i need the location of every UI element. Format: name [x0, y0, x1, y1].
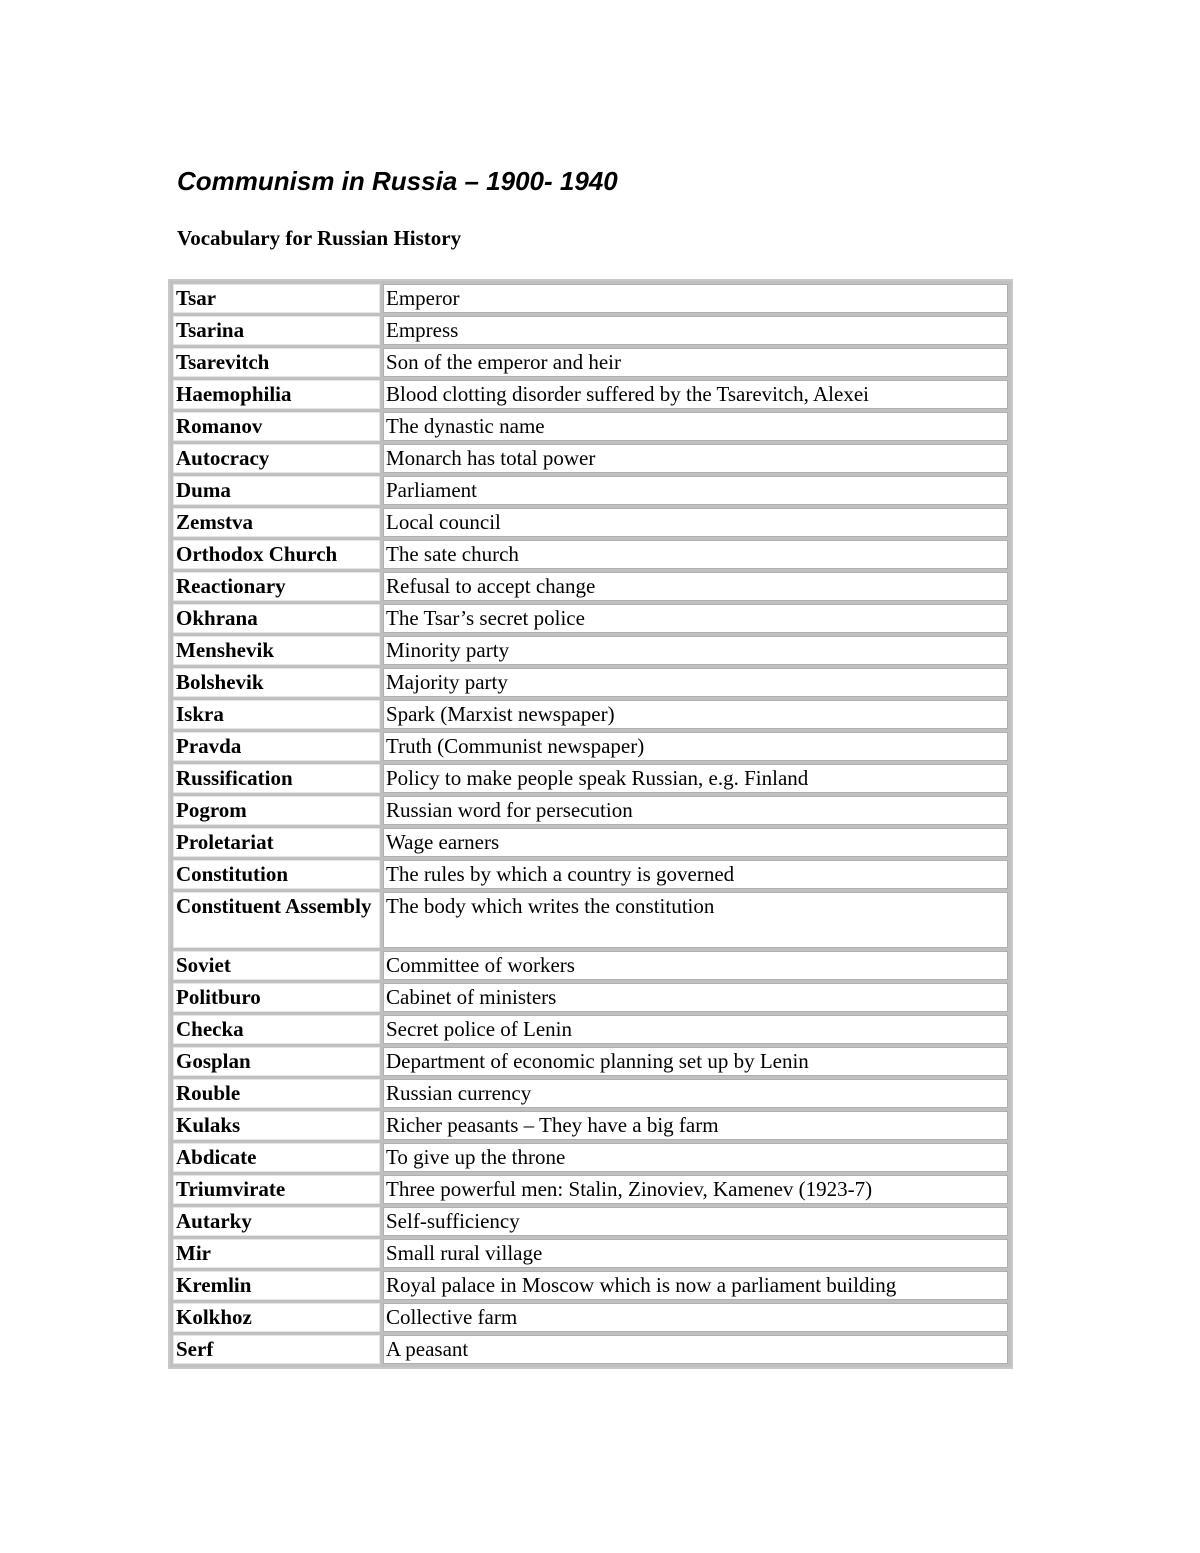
vocabulary-term: Pravda	[173, 732, 380, 761]
vocabulary-definition: Richer peasants – They have a big farm	[383, 1111, 1008, 1140]
vocabulary-definition: Minority party	[383, 636, 1008, 665]
table-row	[173, 700, 1008, 729]
table-row	[173, 604, 1008, 633]
page-title: Communism in Russia – 1900- 1940	[177, 166, 618, 196]
vocabulary-term: Checka	[173, 1015, 380, 1044]
table-row	[173, 764, 1008, 793]
table-row	[173, 1303, 1008, 1332]
vocabulary-term: Kulaks	[173, 1111, 380, 1140]
vocabulary-term: Bolshevik	[173, 668, 380, 697]
vocabulary-term: Okhrana	[173, 604, 380, 633]
vocabulary-definition: Majority party	[383, 668, 1008, 697]
table-row	[173, 892, 1008, 948]
vocabulary-definition: Committee of workers	[383, 951, 1008, 980]
vocabulary-term: Tsar	[173, 284, 380, 313]
vocabulary-term: Proletariat	[173, 828, 380, 857]
vocabulary-term: Tsarevitch	[173, 348, 380, 377]
table-row	[173, 476, 1008, 505]
vocabulary-definition: Monarch has total power	[383, 444, 1008, 473]
vocabulary-term: Kolkhoz	[173, 1303, 380, 1332]
table-row	[173, 444, 1008, 473]
vocabulary-definition: Empress	[383, 316, 1008, 345]
vocabulary-definition: Russian currency	[383, 1079, 1008, 1108]
table-row	[173, 412, 1008, 441]
vocabulary-definition: Department of economic planning set up by Lenin	[383, 1047, 1008, 1076]
vocabulary-definition: Cabinet of ministers	[383, 983, 1008, 1012]
table-row	[173, 380, 1008, 409]
table-row	[173, 860, 1008, 889]
vocabulary-definition: To give up the throne	[383, 1143, 1008, 1172]
table-row	[173, 1143, 1008, 1172]
vocabulary-term: Menshevik	[173, 636, 380, 665]
vocabulary-term: Russification	[173, 764, 380, 793]
vocabulary-term: Soviet	[173, 951, 380, 980]
vocabulary-definition: Royal palace in Moscow which is now a parliament building	[383, 1271, 1008, 1300]
table-row	[173, 983, 1008, 1012]
vocabulary-table	[168, 279, 1013, 1369]
vocabulary-definition: Policy to make people speak Russian, e.g. Finland	[383, 764, 1008, 793]
table-row	[173, 1111, 1008, 1140]
vocabulary-definition: Parliament	[383, 476, 1008, 505]
vocabulary-table-body	[173, 284, 1008, 1364]
vocabulary-definition: Spark (Marxist newspaper)	[383, 700, 1008, 729]
vocabulary-definition: Truth (Communist newspaper)	[383, 732, 1008, 761]
table-row	[173, 1175, 1008, 1204]
table-row	[173, 284, 1008, 313]
vocabulary-definition: Wage earners	[383, 828, 1008, 857]
vocabulary-definition: A peasant	[383, 1335, 1008, 1364]
vocabulary-term: Rouble	[173, 1079, 380, 1108]
vocabulary-definition: Russian word for persecution	[383, 796, 1008, 825]
vocabulary-definition: Local council	[383, 508, 1008, 537]
vocabulary-definition: Self-sufficiency	[383, 1207, 1008, 1236]
vocabulary-term: Pogrom	[173, 796, 380, 825]
vocabulary-term: Tsarina	[173, 316, 380, 345]
vocabulary-definition: The rules by which a country is governed	[383, 860, 1008, 889]
vocabulary-definition: Small rural village	[383, 1239, 1008, 1268]
table-row	[173, 508, 1008, 537]
table-row	[173, 1047, 1008, 1076]
vocabulary-term: Haemophilia	[173, 380, 380, 409]
vocabulary-term: Abdicate	[173, 1143, 380, 1172]
vocabulary-term: Zemstva	[173, 508, 380, 537]
vocabulary-term: Triumvirate	[173, 1175, 380, 1204]
table-row	[173, 796, 1008, 825]
table-row	[173, 572, 1008, 601]
table-row	[173, 1335, 1008, 1364]
table-row	[173, 636, 1008, 665]
table-row	[173, 1207, 1008, 1236]
table-row	[173, 1079, 1008, 1108]
table-row	[173, 668, 1008, 697]
vocabulary-term: Constituent Assembly	[173, 892, 380, 948]
vocabulary-definition: Three powerful men: Stalin, Zinoviev, Kamenev (1923-7)	[383, 1175, 1008, 1204]
vocabulary-definition: The sate church	[383, 540, 1008, 569]
table-row	[173, 316, 1008, 345]
vocabulary-term: Romanov	[173, 412, 380, 441]
table-row	[173, 1015, 1008, 1044]
vocabulary-definition: Refusal to accept change	[383, 572, 1008, 601]
vocabulary-definition: The body which writes the constitution	[383, 892, 1008, 948]
table-row	[173, 540, 1008, 569]
vocabulary-definition: Son of the emperor and heir	[383, 348, 1008, 377]
table-row	[173, 1239, 1008, 1268]
vocabulary-definition: The dynastic name	[383, 412, 1008, 441]
vocabulary-term: Duma	[173, 476, 380, 505]
vocabulary-definition: Collective farm	[383, 1303, 1008, 1332]
vocabulary-term: Mir	[173, 1239, 380, 1268]
vocabulary-term: Serf	[173, 1335, 380, 1364]
vocabulary-term: Orthodox Church	[173, 540, 380, 569]
vocabulary-term: Gosplan	[173, 1047, 380, 1076]
vocabulary-term: Autarky	[173, 1207, 380, 1236]
vocabulary-term: Kremlin	[173, 1271, 380, 1300]
vocabulary-term: Iskra	[173, 700, 380, 729]
vocabulary-term: Reactionary	[173, 572, 380, 601]
vocabulary-term: Politburo	[173, 983, 380, 1012]
table-row	[173, 951, 1008, 980]
vocabulary-definition: The Tsar’s secret police	[383, 604, 1008, 633]
table-row	[173, 348, 1008, 377]
vocabulary-term: Constitution	[173, 860, 380, 889]
table-row	[173, 1271, 1008, 1300]
vocabulary-definition: Secret police of Lenin	[383, 1015, 1008, 1044]
vocabulary-definition: Blood clotting disorder suffered by the Tsarevitch, Alexei	[383, 380, 1008, 409]
vocabulary-definition: Emperor	[383, 284, 1008, 313]
table-row	[173, 732, 1008, 761]
table-row	[173, 828, 1008, 857]
page-subtitle: Vocabulary for Russian History	[177, 226, 462, 250]
vocabulary-term: Autocracy	[173, 444, 380, 473]
